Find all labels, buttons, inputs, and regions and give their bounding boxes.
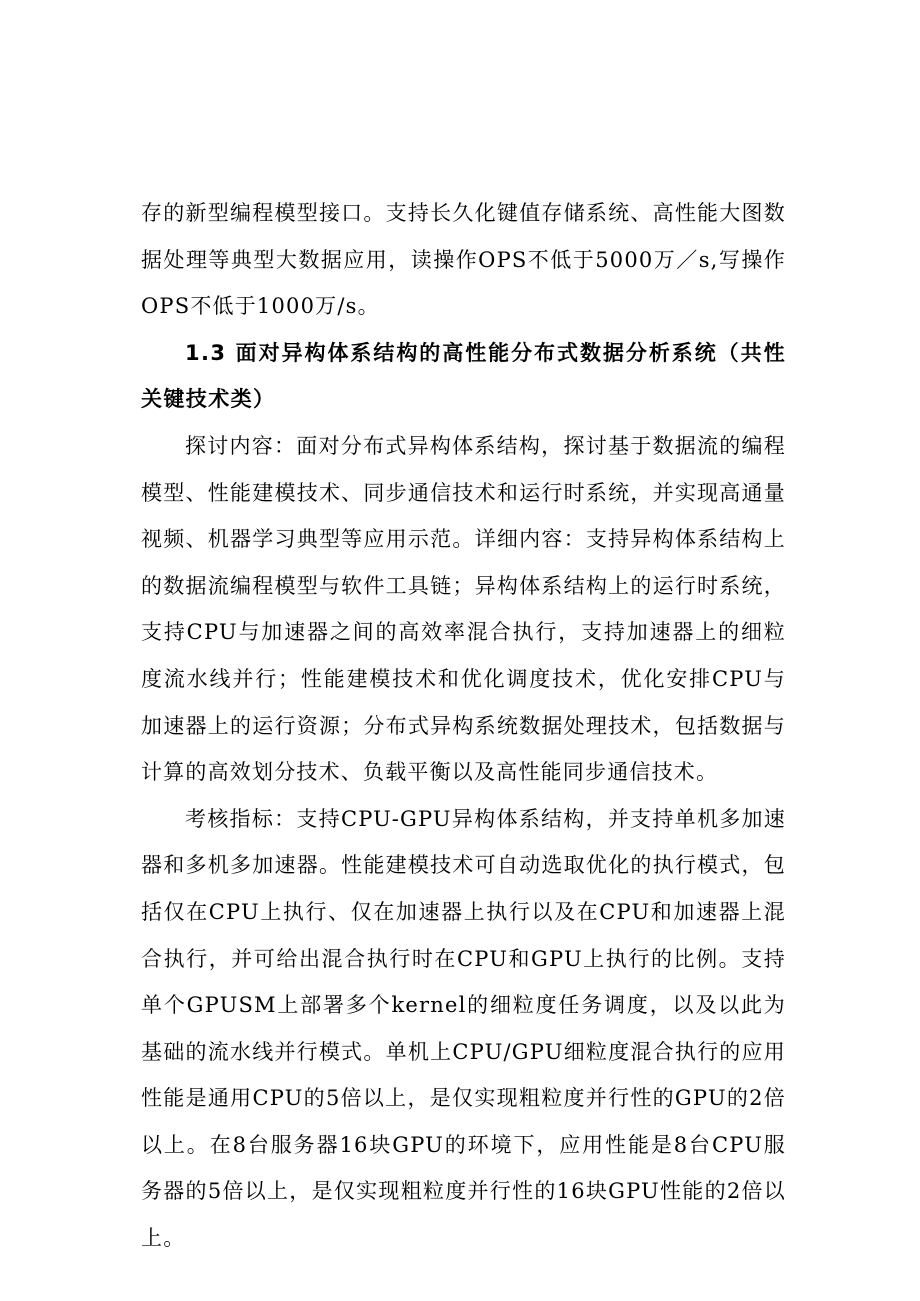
- section-heading: 1.3 面对异构体系结构的高性能分布式数据分析系统（共性关键技术类）: [141, 340, 786, 412]
- document-body: [141, 190, 786, 1262]
- research-content-paragraph: 探讨内容：面对分布式异构体系结构，探讨基于数据流的编程模型、性能建模技术、同步通信技术和运行时系统，并实现高通量视频、机器学习典型等应用示范。详细内容：支持异构体系结构上的数据流编程模型与软件工具链；异构体系结构上的运行时系统，支持CPU与加速器之间的高效率混合执行，支持加速器上的细粒度流水线并行；性能建模技术和优化调度技术，优化安排CPU与加速器上的运行资源；分布式异构系统数据处理技术，包括数据与计算的高效划分技术、负载平衡以及高性能同步通信技术。: [141, 433, 786, 785]
- assessment-indicators-paragraph: 考核指标：支持CPU-GPU异构体系结构，并支持单机多加速器和多机多加速器。性能建模技术可自动选取优化的执行模式，包括仅在CPU上执行、仅在加速器上执行以及在CPU和加速器上混合执行，并可给出混合执行时在CPU和GPU上执行的比例。支持单个GPUSM上部署多个kernel的细粒度任务调度，以及以此为基础的流水线并行模式。单机上CPU/GPU细粒度混合执行的应用性能是通用CPU的5倍以上，是仅实现粗粒度并行性的GPU的2倍以上。在8台服务器16块GPU的环境下，应用性能是8台CPU服务器的5倍以上，是仅实现粗粒度并行性的16块GPU性能的2倍以上。: [141, 806, 786, 1251]
- continuation-paragraph: 存的新型编程模型接口。支持长久化键值存储系统、高性能大图数据处理等典型大数据应用，读操作OPS不低于5000万／s,写操作OPS不低于1000万/s。: [141, 201, 786, 319]
